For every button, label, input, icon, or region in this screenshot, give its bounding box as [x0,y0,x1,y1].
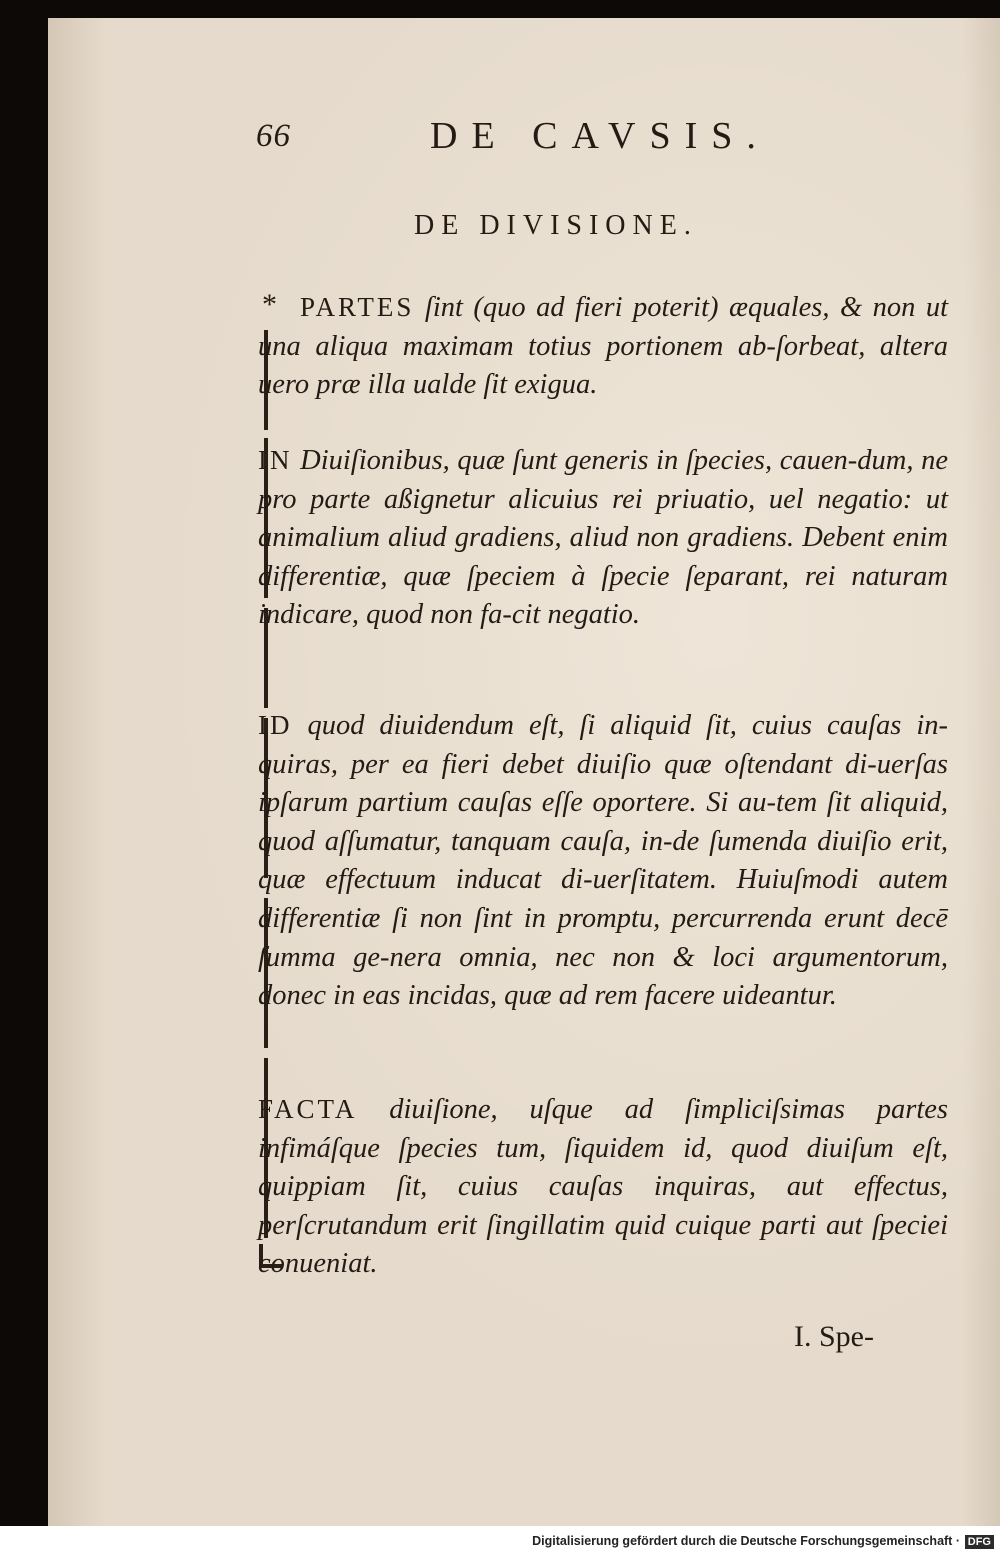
section-title: DE DIVISIONE. [414,210,698,241]
paragraph-lead: ID [258,710,293,740]
paragraph-lead: FACTA [258,1094,358,1124]
dfg-logo: DFG [965,1535,994,1549]
catchword: I. Spe‐ [794,1320,874,1353]
page-header [256,114,836,170]
paragraph-lead: PARTES [300,292,415,322]
paragraph-text: ſint (quo ad fieri poterit) æquales, & non ut una aliqua maximam totius portionem ab‐ſorbeat, altera uero præ illa ualde ſit exigua. [258,292,948,401]
page-number: 66 [256,118,291,154]
paragraph-text: Diuiſionibus, quæ ſunt generis in ſpecies, cauen‐dum, ne pro parte aßignetur alicuius rei priuatio, uel negatio: ut animalium aliud gradiens, aliud non gradiens. Debent enim differentiæ, quæ ſpeciem à ſpecie ſeparant, rei naturam indicare, quod non fa‐cit negatio. [258,445,949,631]
paragraph-text: quod diuidendum eſt, ſi aliquid ſit, cuius cauſas in‐quiras, per ea fieri debet diuiſio quæ oſtendant di‐uerſas ipſarum partium cauſas eſſe oportere. Si au‐tem ſit aliquid, quod aſſumatur, tanquam cauſa, in‐de ſumenda diuiſio erit, quæ effectuum inducat di‐uerſitatem. Huiuſmodi autem differentiæ ſi non ſint in promptu, percurrenda erunt decē ſumma ge‐nera omnia, nec non & loci argumentorum, donec in eas incidas, quæ ad rem facere uideantur. [258,710,948,1012]
funding-credit: Digitalisierung gefördert durch die Deutsche Forschungsgemeinschaft · [532,1534,960,1548]
book-page [48,18,1000,1526]
asterisk-marker-icon: * [262,288,277,321]
paragraph-id-quod [258,706,948,1016]
footer-bar [0,1526,1000,1560]
paragraph-text: diuiſione, uſque ad ſimpliciſsimas partes infimáſque ſpecies tum, ſiquidem id, quod diuiſum eſt, quippiam ſit, cuius cauſas inquiras, aut effectus, perſcrutandum erit ſingillatim quid cuique parti aut ſpeciei conueniat. [258,1094,948,1280]
paragraph-in-diuisionibus [258,441,948,635]
paragraph-facta [258,1090,948,1284]
running-title: DE CAVSIS. [430,115,770,157]
paragraph-partes [258,288,948,405]
paragraph-lead: IN [258,445,293,475]
